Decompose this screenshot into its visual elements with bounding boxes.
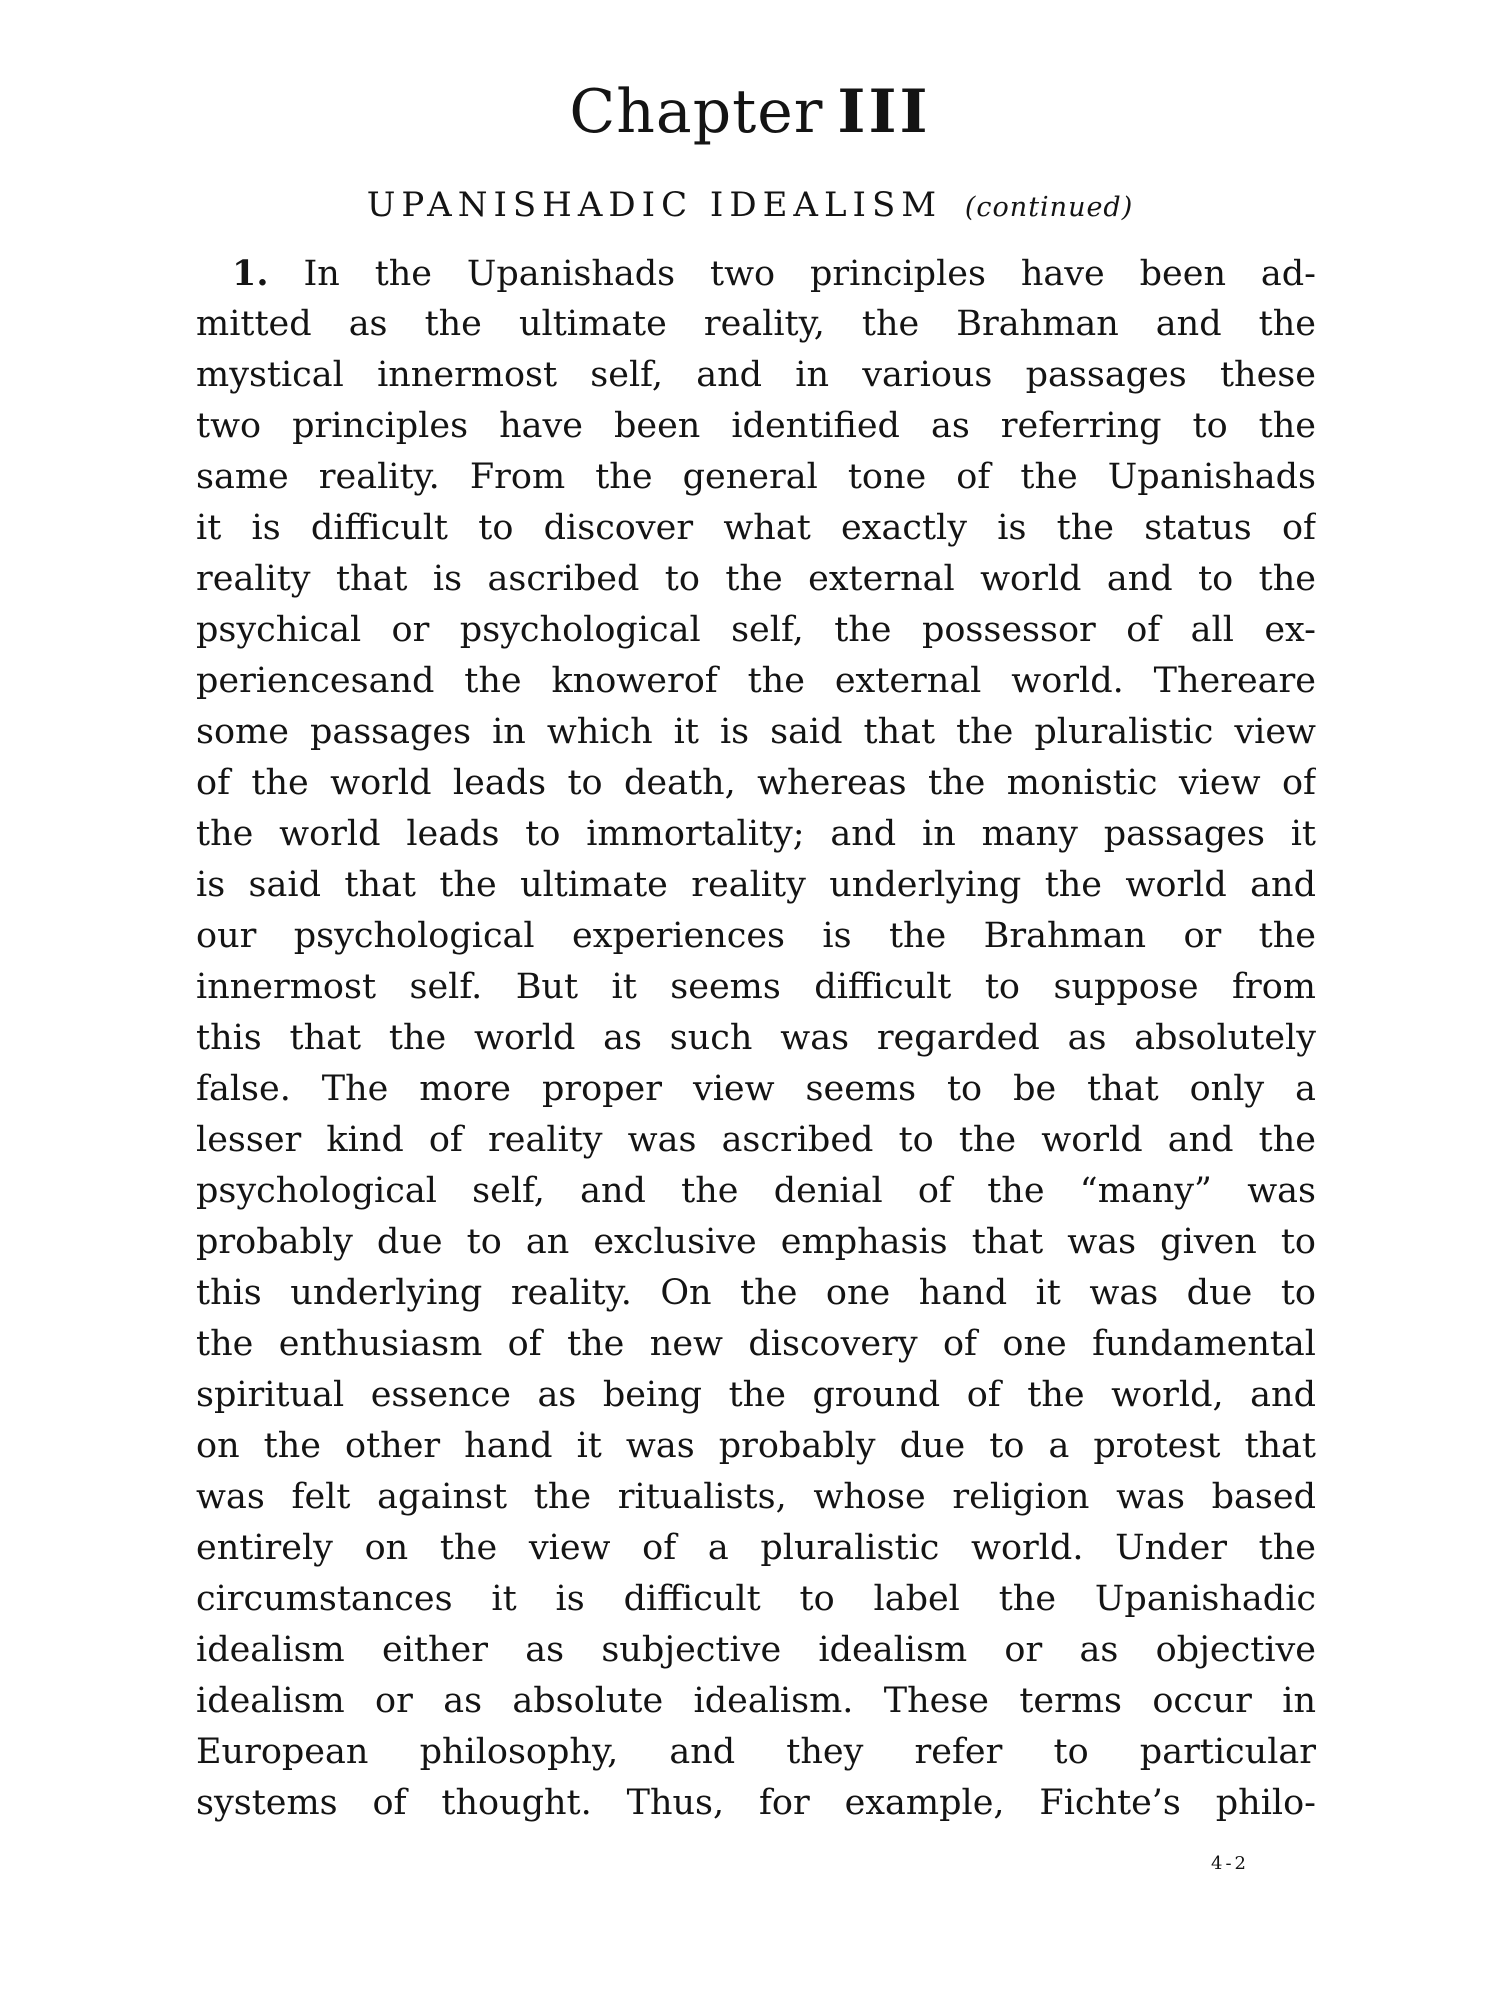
text-line: idealism or as absolute idealism. These terms occur in <box>196 1681 1316 1721</box>
section-title: UPANISHADIC IDEALISM <box>366 185 943 225</box>
text-line: some passages in which it is said that the pluralistic view <box>196 712 1316 752</box>
chapter-word: Chapter <box>569 77 824 147</box>
text-line: mystical innermost self, and in various passages these <box>196 355 1316 395</box>
text-line: European philosophy, and they refer to particular <box>196 1732 1316 1772</box>
text-line: of the world leads to death, whereas the monistic view of <box>196 763 1316 803</box>
text-line: psychical or psychological self, the possessor of all ex- <box>196 610 1316 650</box>
text-line: the enthusiasm of the new discovery of one fundamental <box>196 1324 1316 1364</box>
text-line: on the other hand it was probably due to a protest that <box>196 1426 1316 1466</box>
body-paragraph <box>196 248 1316 1829</box>
text-line: entirely on the view of a pluralistic world. Under the <box>196 1528 1316 1568</box>
text-line: circumstances it is difficult to label the Upanishadic <box>196 1579 1316 1619</box>
text-line: this underlying reality. On the one hand it was due to <box>196 1273 1316 1313</box>
text-line: mitted as the ultimate reality, the Brahman and the <box>196 304 1316 344</box>
text-line: is said that the ultimate reality underlying the world and <box>196 865 1316 905</box>
text-line: innermost self. But it seems difficult to suppose from <box>196 967 1316 1007</box>
text-line: systems of thought. Thus, for example, Fichte’s philo- <box>196 1783 1316 1823</box>
text-line: lesser kind of reality was ascribed to the world and the <box>196 1120 1316 1160</box>
section-heading <box>0 180 1500 233</box>
text-line: reality that is ascribed to the external world and to the <box>196 559 1316 599</box>
text-line: 1. In the Upanishads two principles have been ad- <box>232 253 1316 294</box>
text-line: false. The more proper view seems to be that only a <box>196 1069 1316 1109</box>
chapter-numeral: III <box>837 77 931 147</box>
text-line: same reality. From the general tone of the Upanishads <box>196 457 1316 497</box>
text-line: two principles have been identified as referring to the <box>196 406 1316 446</box>
text-line: psychological self, and the denial of the “many” was <box>196 1171 1316 1211</box>
text-line: spiritual essence as being the ground of the world, and <box>196 1375 1316 1415</box>
text-line: periencesand the knowerof the external world. Thereare <box>196 661 1316 701</box>
text-line: idealism either as subjective idealism or as objective <box>196 1630 1316 1670</box>
paragraph-number: 1. <box>232 253 269 294</box>
signature-mark: 4-2 <box>1211 1853 1249 1874</box>
text-line: our psychological experiences is the Brahman or the <box>196 916 1316 956</box>
text-line: probably due to an exclusive emphasis that was given to <box>196 1222 1316 1262</box>
section-note: (continued) <box>964 192 1134 223</box>
chapter-heading <box>0 72 1500 152</box>
text-line: was felt against the ritualists, whose religion was based <box>196 1477 1316 1517</box>
text-line: this that the world as such was regarded as absolutely <box>196 1018 1316 1058</box>
text-line: the world leads to immortality; and in many passages it <box>196 814 1316 854</box>
text-line: it is difficult to discover what exactly is the status of <box>196 508 1316 548</box>
